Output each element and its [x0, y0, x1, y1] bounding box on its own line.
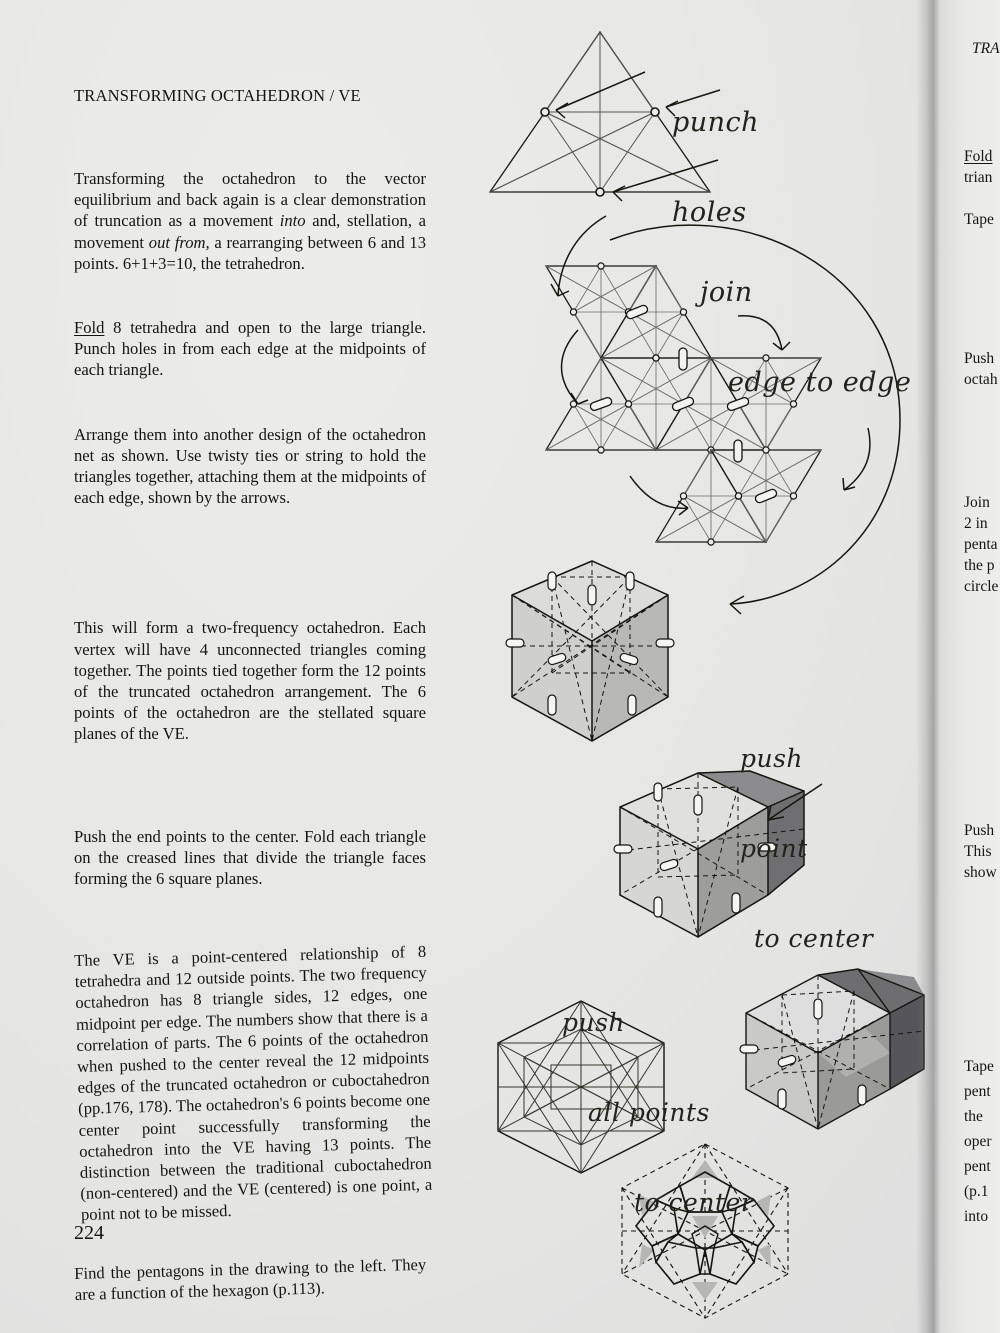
note-line: to center [634, 1188, 754, 1217]
handwritten-note-push-point [740, 684, 873, 1014]
text-run: 8 tetrahedra and open to the large triangle. Punch holes in from each edge at the midpoints of each triangle. [74, 318, 426, 380]
note-line: all points [588, 1098, 710, 1127]
handwritten-note-join-edge [700, 218, 911, 458]
note-line: holes [672, 197, 747, 228]
right-fragment: Tape [964, 211, 994, 228]
note-line: point [740, 834, 808, 863]
right-fragment: Fold [964, 148, 993, 165]
text-run-italic: out from, [148, 232, 210, 252]
paragraph-two-frequency [74, 617, 426, 744]
paragraph-intro [74, 168, 426, 274]
text-run-italic: into [279, 211, 306, 231]
right-fragment: pent [964, 1083, 991, 1100]
text-run: This will form a two-frequency octahedron. Each vertex will have 4 unconnected triangles coming together. The points tied together form the 12 points of the truncated octahedron arrangement. The 6 points of the octahedron are the stellated square planes of the VE. [74, 618, 426, 744]
paragraph-arrange [74, 424, 426, 509]
right-fragment: the p [964, 557, 995, 574]
note-line: punch [672, 107, 760, 138]
right-fragment: Tape [964, 1058, 994, 1075]
note-line: to center [754, 924, 874, 953]
paragraph-ve-relationship [74, 941, 433, 1226]
text-run: Find the pentagons in the drawing to the left. They are a function of the hexagon (p.113). [74, 1254, 427, 1305]
right-fragment: pent [964, 1158, 991, 1175]
paragraph-push-end-points [74, 826, 426, 890]
text-run: Transforming the octahedron to the vector equilibrium and back again is a clear demonstration of truncation as a movement [74, 169, 426, 231]
right-fragment: trian [964, 169, 993, 186]
note-line: join [700, 277, 753, 308]
right-fragment: This [964, 843, 992, 860]
fig-two-frequency-oct [470, 555, 710, 765]
text-run-underline: Fold [74, 318, 105, 338]
right-fragment: the [964, 1108, 983, 1125]
text-run: and, stellation, a movement [74, 211, 427, 252]
left-text-column [74, 86, 433, 1326]
note-line: edge to edge [728, 367, 912, 398]
note-line: push [740, 744, 804, 773]
net-left-arrow [528, 210, 618, 320]
right-fragment: octah [964, 371, 998, 388]
handwritten-note-push-all-points [562, 948, 753, 1278]
right-fragment: 2 in [964, 515, 988, 532]
right-fragment: show [964, 864, 997, 881]
right-fragment: Join [964, 494, 990, 511]
right-fragment: Push [964, 822, 995, 839]
right-fragment: (p.1 [964, 1183, 989, 1200]
right-fragment: oper [964, 1133, 992, 1150]
right-fragment: penta [964, 536, 998, 553]
right-fragment: Push [964, 350, 995, 367]
paragraph-find-pentagons [74, 1254, 427, 1306]
page-title: TRANSFORMING OCTAHEDRON / VE [74, 86, 361, 105]
text-run: Push the end points to the center. Fold each triangle on the creased lines that divide the triangle faces forming the 6 square planes. [74, 826, 426, 889]
text-run: The VE is a point-centered relationship of 8 tetrahedra and 12 outside points. The two frequency octahedron has 8 triangle sides, 12 edges, one midpoint per edge. The numbers show that there is a correlation of parts. The 6 points of the octahedron when pushed to the center reveal the 12 midpoints edges of the truncated octahedron or cuboctahedron (pp.176, 178). The octahedron's 6 points become one center point successfully transforming the octahedron into the VE having 13 points. The distinction between the traditional cuboctahedron (non-centered) and the VE (centered) is one point, a point not to be missed. [74, 942, 433, 1225]
note-line: push [562, 1008, 626, 1037]
page-number: 224 [74, 1222, 104, 1244]
right-fragment: circle [964, 578, 999, 595]
paragraph-fold [74, 317, 426, 381]
text-run: Arrange them into another design of the octahedron net as shown. Use twisty ties or string to hold the triangles together, attaching them at the midpoints of each edge, shown by the arrows. [74, 424, 426, 508]
right-fragment: TRA [972, 40, 1000, 57]
right-fragment: into [964, 1208, 989, 1225]
text-run: a rearranging between 6 and 13 points. 6+1+3=10, the tetrahedron. [74, 232, 427, 273]
